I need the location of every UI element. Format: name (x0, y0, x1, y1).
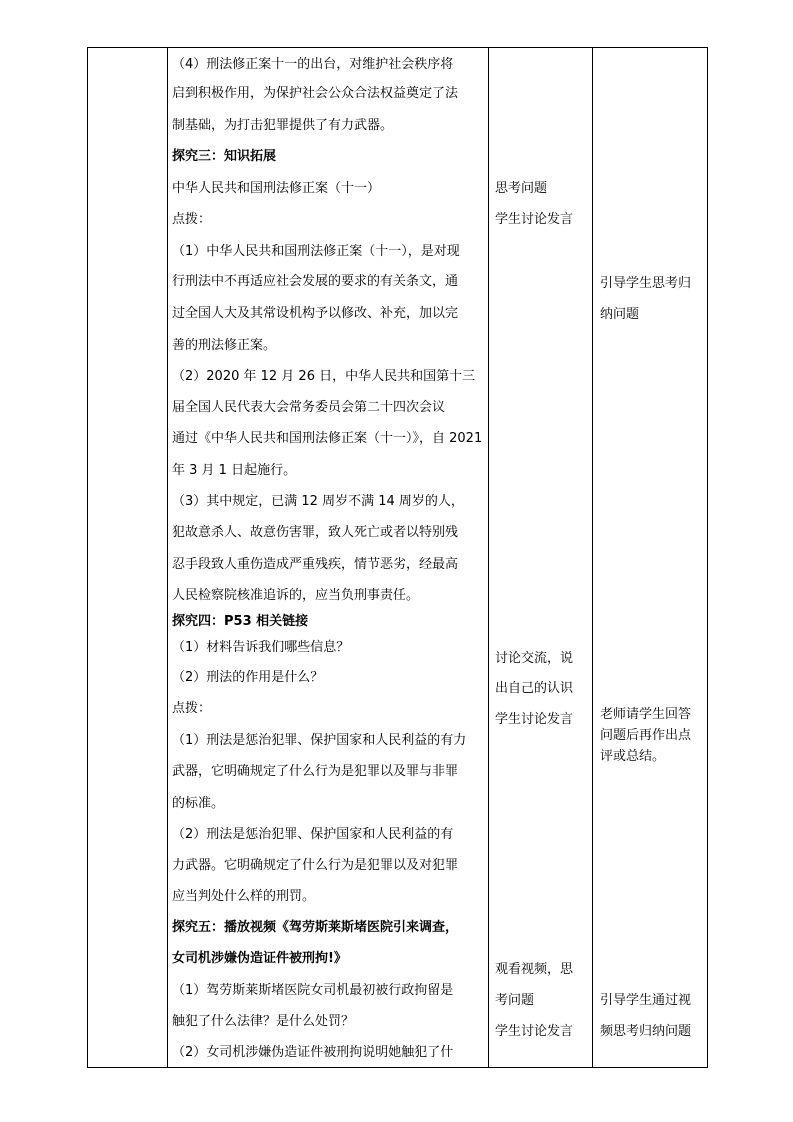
intent-line: 纳问题 (600, 307, 640, 322)
activity-line: 思考问题 (495, 181, 548, 196)
content-line: 触犯了什么法律？是什么处罚？ (172, 1014, 355, 1029)
intent-line: 引导学生思考归 (600, 276, 692, 291)
content-line: （1）材料告诉我们哪些信息？ (172, 640, 350, 655)
section-heading: 探究三：知识拓展 (172, 149, 277, 164)
design-intent-cell (593, 48, 708, 1068)
section-heading: 探究五：播放视频《驾劳斯莱斯堵医院引来调查， (172, 920, 459, 935)
activity-line: 讨论交流，说 (495, 651, 574, 666)
content-line: 届全国人民代表大会常务委员会第二十四次会议 (172, 400, 446, 415)
content-line: 的标准。 (172, 796, 225, 811)
content-line: 行刑法中不再适应社会发展的要求的有关条文，通 (172, 274, 459, 289)
content-line: （2）2020 年 12 月 26 日，中华人民共和国第十三 (172, 369, 476, 384)
lesson-plan-table (87, 47, 708, 1068)
content-line: （3）其中规定，已满 12 周岁不满 14 周岁的人， (172, 494, 464, 509)
content-line: （1）中华人民共和国刑法修正案（十一），是对现 (172, 244, 460, 259)
activity-line: 出自己的认识 (495, 681, 574, 696)
content-line: 启到积极作用，为保护社会公众合法权益奠定了法 (172, 86, 459, 101)
content-line: 点拨： (172, 212, 212, 227)
content-line: 应当判处什么样的刑罚。 (172, 889, 316, 904)
content-line: 武器，它明确规定了什么行为是犯罪以及罪与非罪 (172, 764, 459, 779)
teaching-content-cell (168, 48, 489, 1068)
content-line: 制基础，为打击犯罪提供了有力武器。 (172, 118, 394, 133)
content-line: 中华人民共和国刑法修正案（十一） (172, 181, 381, 196)
content-line: 力武器。它明确规定了什么行为是犯罪以及对犯罪 (172, 858, 459, 873)
activity-line: 学生讨论发言 (495, 712, 574, 727)
intent-line: 引导学生通过视 (600, 993, 692, 1008)
content-line: 人民检察院核准追诉的，应当负刑事责任。 (172, 588, 420, 603)
intent-line: 评或总结。 (600, 749, 666, 764)
content-line: （4）刑法修正案十一的出台，对维护社会秩序将 (172, 57, 454, 72)
intent-line: 问题后再作出点 (600, 728, 692, 743)
content-line: （1）驾劳斯莱斯堵医院女司机最初被行政拘留是 (172, 983, 454, 998)
activity-line: 学生讨论发言 (495, 212, 574, 227)
content-line: （2）刑法的作用是什么？ (172, 670, 324, 685)
content-line: （2）刑法是惩治犯罪、保护国家和人民利益的有 (172, 827, 454, 842)
content-line: 过全国人大及其常设机构予以修改、补充，加以完 (172, 306, 459, 321)
section-heading: 探究四：P53 相关链接 (172, 614, 309, 629)
activity-line: 考问题 (495, 993, 535, 1008)
content-line: （2）女司机涉嫌伪造证件被刑拘说明她触犯了什 (172, 1045, 454, 1060)
content-line: 忍手段致人重伤造成严重残疾，情节恶劣，经最高 (172, 557, 459, 572)
content-line: 犯故意杀人、故意伤害罪，致人死亡或者以特别残 (172, 525, 459, 540)
table-row (88, 48, 708, 1068)
intent-line: 老师请学生回答 (600, 707, 692, 722)
content-line: 点拨： (172, 701, 212, 716)
section-heading: 女司机涉嫌伪造证件被刑拘!》 (172, 951, 347, 966)
activity-line: 观看视频，思 (495, 962, 574, 977)
student-activity-cell (489, 48, 593, 1068)
content-line: （1）刑法是惩治犯罪、保护国家和人民利益的有力 (172, 733, 467, 748)
intent-line: 频思考归纳问题 (600, 1024, 692, 1039)
blank-cell (88, 48, 168, 1068)
content-line: 年 3 月 1 日起施行。 (172, 463, 297, 478)
content-line: 通过《中华人民共和国刑法修正案（十一）》，自 2021 (172, 431, 483, 446)
content-line: 善的刑法修正案。 (172, 338, 277, 353)
activity-line: 学生讨论发言 (495, 1024, 574, 1039)
